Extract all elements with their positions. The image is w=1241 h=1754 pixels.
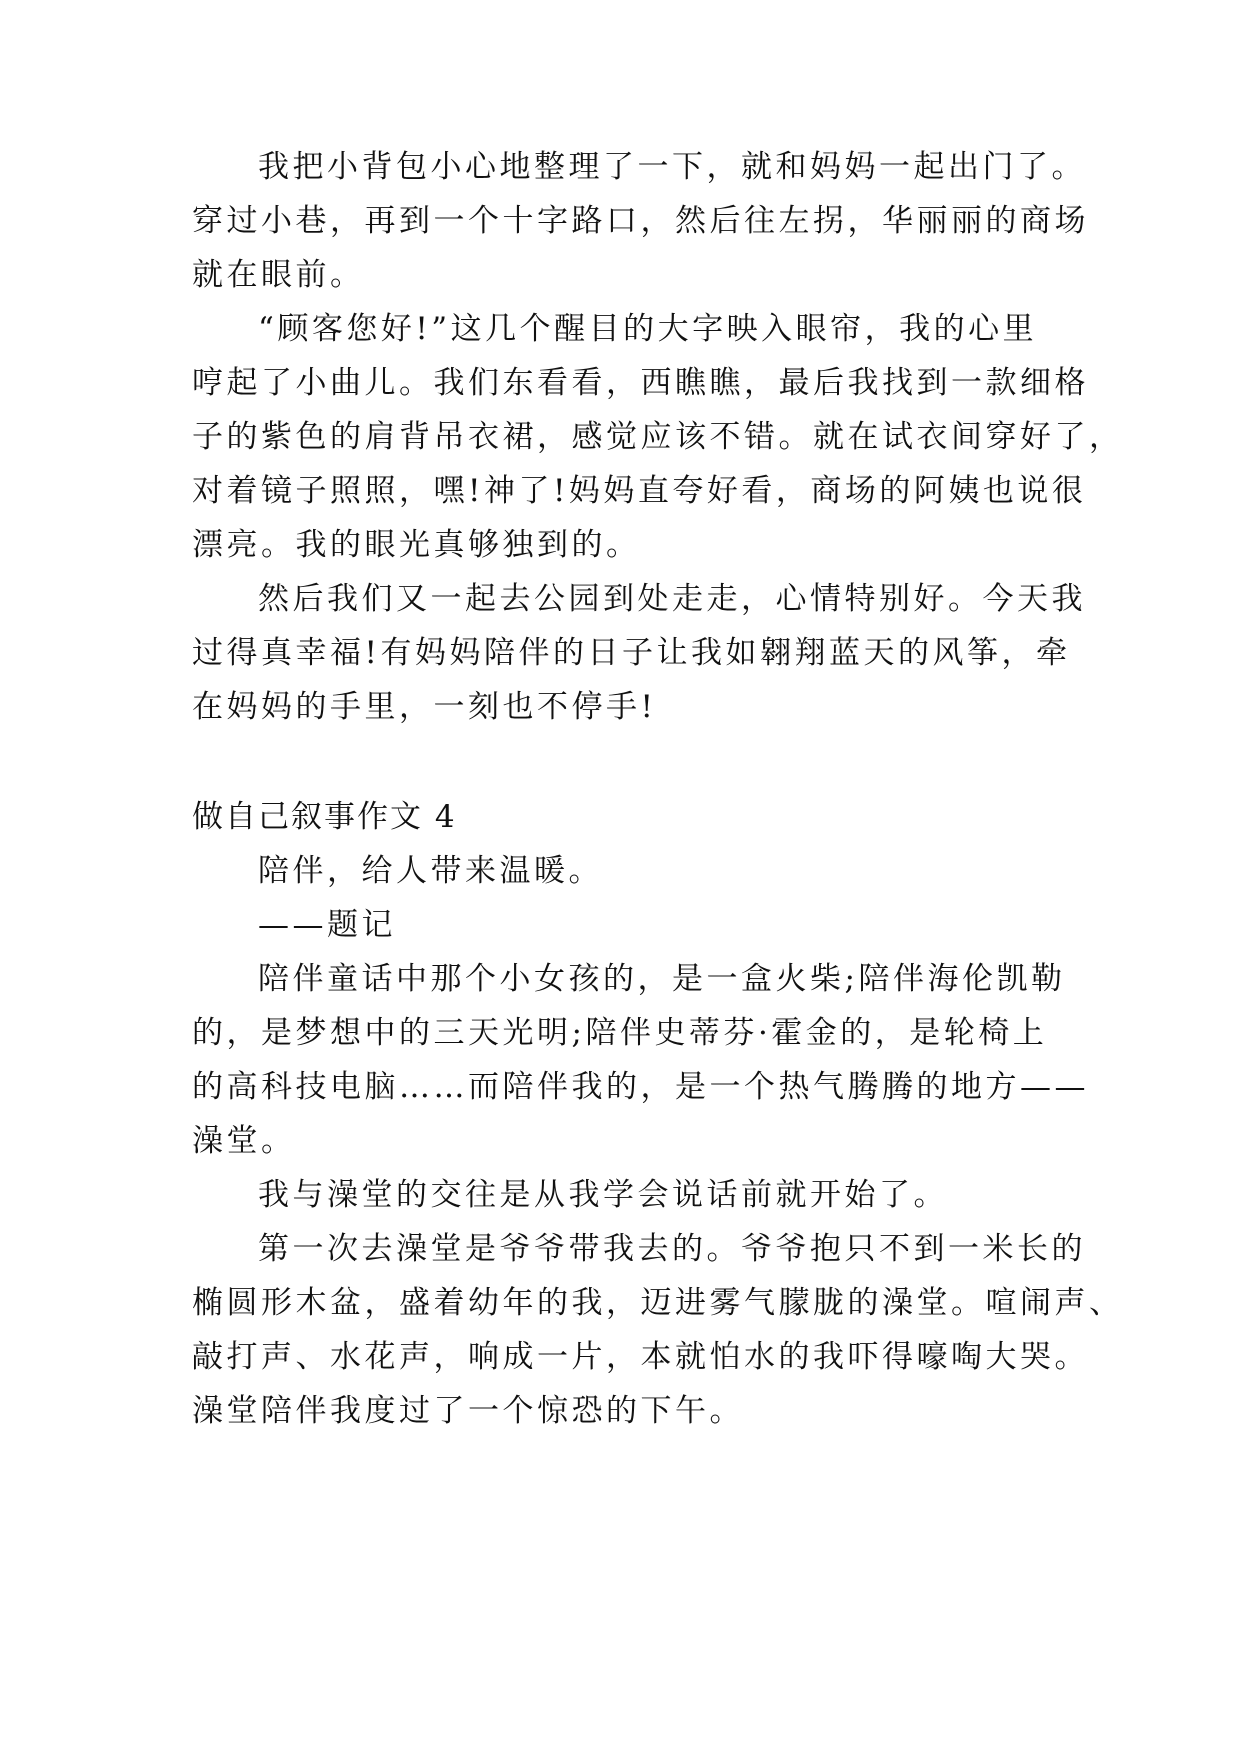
paragraph-6-line-3: 敲打声、水花声，响成一片，本就怕水的我吓得嚎啕大哭。 — [192, 1339, 1089, 1375]
paragraph-4-line-1: 陪伴童话中那个小女孩的，是一盒火柴;陪伴海伦凯勒 — [258, 961, 1066, 997]
epigraph: 陪伴，给人带来温暖。 — [258, 853, 603, 889]
paragraph-1-line-1: 我把小背包小心地整理了一下，就和妈妈一起出门了。 — [258, 149, 1086, 185]
paragraph-2-line-3: 子的紫色的肩背吊衣裙，感觉应该不错。就在试衣间穿好了， — [192, 419, 1124, 455]
section-title: 做自己叙事作文 4 — [192, 799, 457, 835]
paragraph-1-line-3: 就在眼前。 — [192, 257, 365, 293]
paragraph-2-line-4: 对着镜子照照，嘿!神了!妈妈直夸好看，商场的阿姨也说很 — [192, 473, 1087, 509]
paragraph-3-line-2: 过得真幸福!有妈妈陪伴的日子让我如翱翔蓝天的风筝，牵 — [192, 635, 1071, 671]
paragraph-3-line-3: 在妈妈的手里，一刻也不停手! — [192, 689, 657, 725]
paragraph-1-line-2: 穿过小巷，再到一个十字路口，然后往左拐，华丽丽的商场 — [192, 203, 1089, 239]
paragraph-3-line-1: 然后我们又一起去公园到处走走，心情特别好。今天我 — [258, 581, 1086, 617]
paragraph-4-line-3: 的高科技电脑……而陪伴我的，是一个热气腾腾的地方—— — [192, 1069, 1089, 1105]
paragraph-4-line-2: 的，是梦想中的三天光明;陪伴史蒂芬·霍金的，是轮椅上 — [192, 1015, 1048, 1051]
paragraph-6-line-4: 澡堂陪伴我度过了一个惊恐的下午。 — [192, 1393, 744, 1429]
epigraph-source: ——题记 — [258, 907, 396, 943]
paragraph-6-line-1: 第一次去澡堂是爷爷带我去的。爷爷抱只不到一米长的 — [258, 1231, 1086, 1267]
paragraph-2-line-2: 哼起了小曲儿。我们东看看，西瞧瞧，最后我找到一款细格 — [192, 365, 1089, 401]
paragraph-2-line-5: 漂亮。我的眼光真够独到的。 — [192, 527, 641, 563]
paragraph-4-line-4: 澡堂。 — [192, 1123, 296, 1159]
paragraph-6-line-2: 椭圆形木盆，盛着幼年的我，迈进雾气朦胧的澡堂。喧闹声、 — [192, 1285, 1124, 1321]
paragraph-2-line-1: “顾客您好!”这几个醒目的大字映入眼帘，我的心里 — [258, 311, 1038, 347]
paragraph-5-line-1: 我与澡堂的交往是从我学会说话前就开始了。 — [258, 1177, 948, 1213]
